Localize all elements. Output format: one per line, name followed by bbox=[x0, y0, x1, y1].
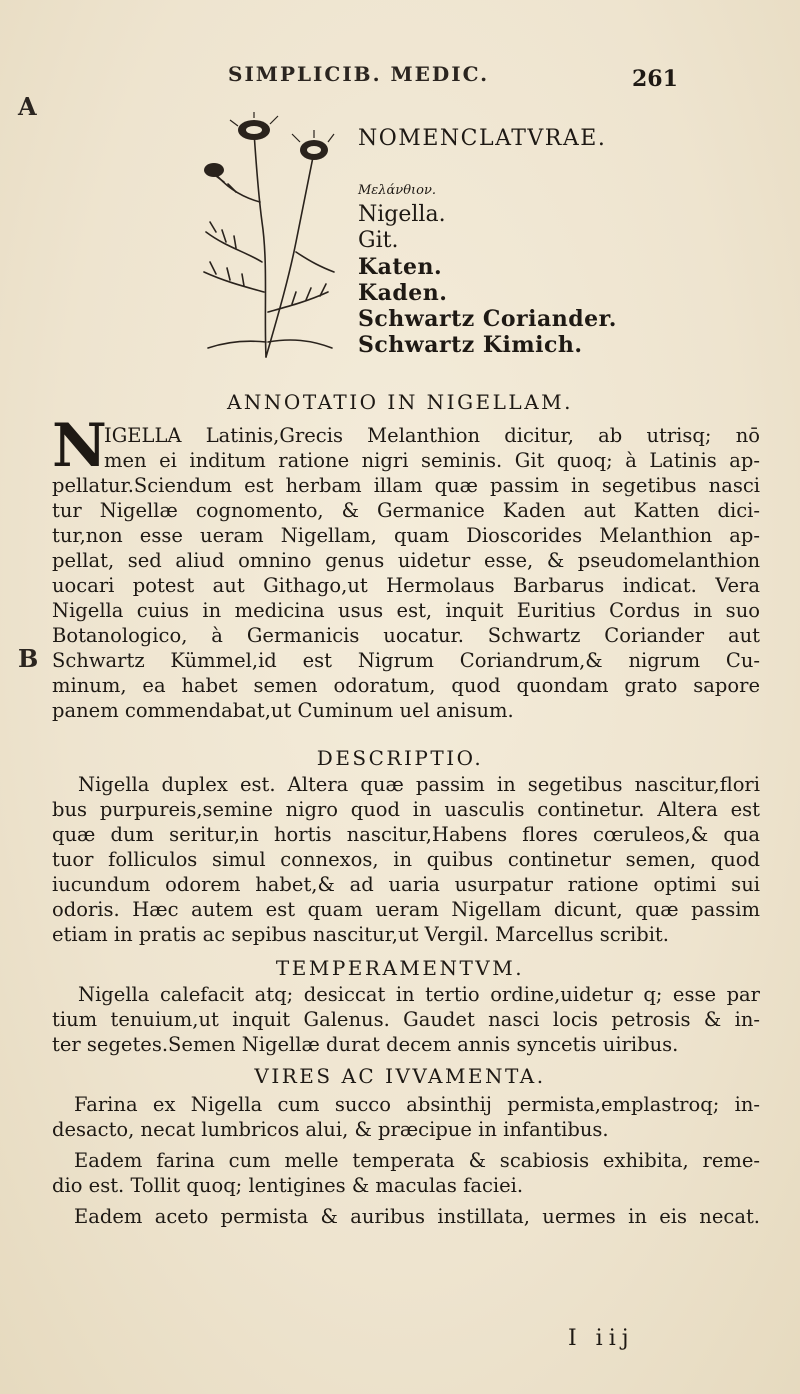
temperamentum-text bbox=[52, 982, 760, 1057]
text-line: Schwartz Kümmel,id est Nigrum Coriandrum,& nigrum Cu- bbox=[52, 649, 760, 672]
text-line: pellat, sed aliud omnino genus uidetur esse, & pseudomelanthion bbox=[52, 549, 760, 572]
text-line: uocari potest aut Githago,ut Hermolaus Barbarus indicat. Vera bbox=[52, 574, 760, 597]
name-latin: Nigella. bbox=[358, 202, 446, 227]
temperamentum-heading: TEMPERAMENTVM. bbox=[275, 956, 525, 980]
text-line: ter segetes.Semen Nigellæ durat decem annis syncetis uiribus. bbox=[52, 1033, 679, 1056]
name-git: Git. bbox=[358, 228, 399, 253]
text-line: odoris. Hæc autem est quam ueram Nigellam dicunt, quæ passim bbox=[52, 898, 760, 921]
signature-mark: I iij bbox=[568, 1326, 635, 1351]
vires-heading: VIRES AC IVVAMENTA. bbox=[254, 1064, 546, 1088]
name-greek: Μελάνθιον. bbox=[358, 183, 436, 198]
text-line: tuor folliculos simul connexos, in quibus continetur semen, quod bbox=[52, 848, 760, 871]
name-schwartz-coriander: Schwartz Coriander. bbox=[358, 306, 617, 332]
text-line: Botanologico, à Germanicis uocatur. Schwartz Coriander aut bbox=[52, 624, 760, 647]
drop-cap: N bbox=[52, 411, 107, 481]
name-schwartz-kimich: Schwartz Kimich. bbox=[358, 332, 583, 358]
text-line: tur Nigellæ cognomento, & Germanice Kaden aut Katten dici- bbox=[52, 499, 760, 522]
text-line: quæ dum seritur,in hortis nascitur,Habens flores cœruleos,& qua bbox=[52, 823, 760, 846]
text-line: Nigella calefacit atq; desiccat in tertio ordine,uidetur q; esse par bbox=[78, 983, 760, 1006]
running-title: SIMPLICIB. MEDIC. bbox=[228, 62, 490, 86]
text-line: men ei inditum ratione nigri seminis. Git quoq; à Latinis ap- bbox=[104, 449, 760, 472]
text-line: pellatur.Sciendum est herbam illam quæ passim in segetibus nasci bbox=[52, 474, 760, 497]
text-line: panem commendabat,ut Cuminum uel anisum. bbox=[52, 699, 514, 722]
text-line: minum, ea habet semen odoratum, quod quondam grato sapore bbox=[52, 674, 760, 697]
text-line: bus purpureis,semine nigro quod in uasculis continetur. Altera est bbox=[52, 798, 760, 821]
nomenclature-title: NOMENCLATVRAE. bbox=[358, 126, 607, 151]
text-line: IGELLA Latinis,Grecis Melanthion dicitur, ab utrisq; nō bbox=[104, 424, 760, 447]
vires-text bbox=[52, 1092, 760, 1229]
text-line: Eadem farina cum melle temperata & scabiosis exhibita, reme- bbox=[74, 1149, 760, 1172]
text-line: tur,non esse ueram Nigellam, quam Dioscorides Melanthion ap- bbox=[52, 524, 760, 547]
annotatio-text bbox=[52, 423, 760, 723]
margin-letter-a: A bbox=[18, 92, 37, 121]
text-line: Nigella duplex est. Altera quæ passim in segetibus nascitur,flori bbox=[78, 773, 760, 796]
nomenclature-list bbox=[358, 180, 617, 358]
name-kaden: Kaden. bbox=[358, 280, 448, 306]
descriptio-heading: DESCRIPTIO. bbox=[316, 746, 484, 770]
text-line: iucundum odorem habet,& ad uaria usurpatur ratione optimi sui bbox=[52, 873, 760, 896]
name-katen: Katen. bbox=[358, 254, 443, 280]
text-line: dio est. Tollit quoq; lentigines & maculas faciei. bbox=[52, 1174, 524, 1197]
text-line: tium tenuium,ut inquit Galenus. Gaudet nasci locis petrosis & in- bbox=[52, 1008, 760, 1031]
text-line: etiam in pratis ac sepibus nascitur,ut Vergil. Marcellus scribit. bbox=[52, 923, 669, 946]
nigella-woodcut-illustration bbox=[196, 112, 336, 362]
descriptio-text bbox=[52, 772, 760, 947]
text-line: Nigella cuius in medicina usus est, inquit Euritius Cordus in suo bbox=[52, 599, 760, 622]
text-line: Eadem aceto permista & auribus instillata, uermes in eis necat. bbox=[74, 1205, 760, 1228]
text-line: Farina ex Nigella cum succo absinthij permista,emplastroq; in- bbox=[74, 1093, 760, 1116]
text-line: desacto, necat lumbricos alui, & præcipue in infantibus. bbox=[52, 1118, 609, 1141]
annotatio-heading: ANNOTATIO IN NIGELLAM. bbox=[226, 390, 573, 414]
folio-number: 261 bbox=[632, 66, 678, 92]
margin-letter-b: B bbox=[18, 644, 39, 673]
